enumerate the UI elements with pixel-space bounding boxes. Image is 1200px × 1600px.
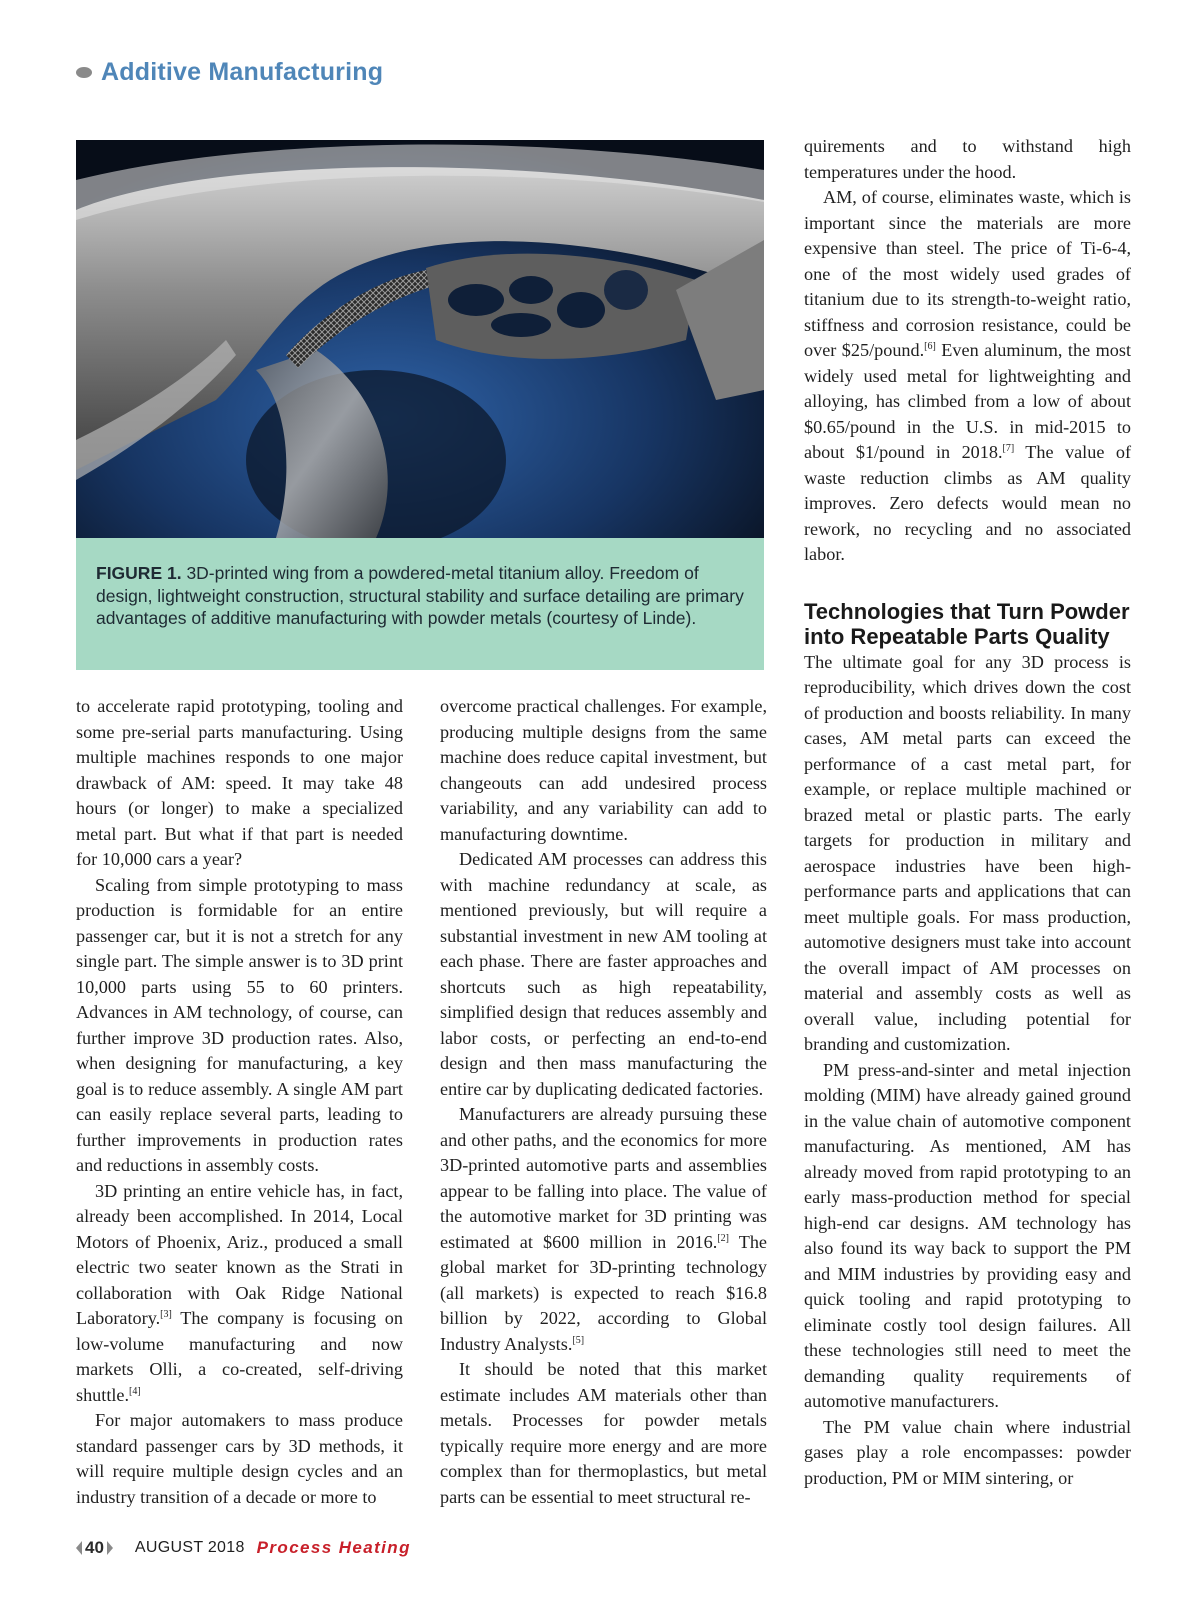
reference-marker: [4] [129, 1385, 141, 1397]
section-title: Additive Manufacturing [101, 58, 384, 86]
paragraph: For major automakers to mass produce standard passenger cars by 3D methods, it will require multiple design cycles and an industry transition of a decade or more to [76, 1410, 403, 1507]
paragraph-text: 3D printing an entire vehicle has, in fact, already been accomplished. In 2014, Local Motors of Phoenix, Ariz., produced a small electric two seater known as the Strati in collaboration with Oak Ridge National Laboratory. [76, 1180, 403, 1328]
paragraph [76, 1179, 403, 1409]
figure-caption-text: 3D-printed wing from a powdered-metal titanium alloy. Freedom of design, lightweight construction, structural stability and surface detailing are primary advantages of additive manufacturing with powder metals (courtesy of Linde). [96, 563, 744, 628]
paragraph-text: The global market for 3D-printing technology (all markets) is expected to reach $16.8 billion by 2022, according to Global Industry Analysts. [440, 1231, 767, 1354]
paragraph: Dedicated AM processes can address this with machine redundancy at scale, as mentioned previously, but will require a substantial investment in new AM tooling at each phase. There are faster approaches and shortcuts such as high repeatability, simplified design that reduces assembly and labor costs, or perfecting an end-to-end design and then mass manufacturing the entire car by duplicating dedicated factories. [440, 849, 767, 1099]
paragraph: to accelerate rapid prototyping, tooling and some pre-serial parts manufacturing. Using multiple machines responds to one major drawback of AM: speed. It may take 48 hours (or longer) to make a specialized metal part. But what if that part is needed for 10,000 cars a year? [76, 696, 403, 869]
titanium-wing-illustration [76, 140, 764, 538]
bullet-icon [76, 67, 92, 78]
article-column-3 [804, 134, 1131, 1491]
reference-marker: [3] [160, 1308, 172, 1320]
figure-caption-label: FIGURE 1. [96, 563, 182, 583]
article-column-2 [440, 694, 767, 1510]
paragraph: overcome practical challenges. For example, producing multiple designs from the same machine does reduce capital investment, but changeouts can add undesired process variability, and any variability can add to manufacturing downtime. [440, 696, 767, 844]
figure-photo [76, 140, 764, 538]
paragraph-text: Even aluminum, the most widely used metal for lightweighting and alloying, has climbed from a low of about $0.65/pound in the U.S. in mid-2015 to about $1/pound in 2018. [804, 340, 1132, 462]
reference-marker: [7] [1002, 442, 1015, 454]
paragraph-text: The company is focusing on low-volume manufacturing and now markets Olli, a co-created, self-driving shuttle. [76, 1308, 403, 1405]
paragraph-text: AM, of course, eliminates waste, which is important since the materials are more expensive than steel. The price of Ti-6-4, one of the most widely used grades of titanium due to its strength-to-weight ratio, stiffness and corrosion resistance, could be over $25/pound. [804, 187, 1131, 360]
paragraph: It should be noted that this market estimate includes AM materials other than metals. Processes for powder metals typically require more energy and are more complex than for thermoplastics, but metal parts can be essential to meet structural re- [440, 1359, 767, 1507]
subheading: Technologies that Turn Powder into Repeatable Parts Quality [804, 598, 1130, 649]
section-header [76, 58, 383, 87]
paragraph [804, 185, 1131, 568]
paragraph-text: The value of waste reduction climbs as AM quality improves. Zero defects would mean no rework, no recycling and no associated labor. [804, 442, 1131, 564]
triangle-left-icon [76, 1541, 82, 1555]
magazine-name: Process Heating [256, 1538, 411, 1557]
reference-marker: [2] [717, 1232, 729, 1244]
page-number: 40 [85, 1538, 104, 1557]
reference-marker: [6] [924, 340, 936, 352]
paragraph: Scaling from simple prototyping to mass production is formidable for an entire passenger car, but it is not a stretch for any single part. The simple answer is to 3D print 10,000 parts using 55 to 60 printers. Advances in AM technology, of course, can further improve 3D production rates. Also, when designing for manufacturing, a key goal is to reduce assembly. A single AM part can easily replace several parts, leading to further improvements in production rates and reductions in assembly costs. [76, 874, 403, 1175]
paragraph: PM press-and-sinter and metal injection molding (MIM) have already gained ground in the value chain of automotive component manufacturing. As mentioned, AM has already moved from rapid prototyping to an early mass-production method for special high-end car designs. AM technology has also found its way back to support the PM and MIM industries by providing easy and quick tooling and rapid prototyping to eliminate costly tool design failures. All these technologies still need to meet the demanding quality requirements of automotive manufacturers. [804, 1059, 1131, 1411]
issue-date: AUGUST 2018 [134, 1539, 245, 1556]
article-column-1 [76, 694, 403, 1510]
figure-caption [76, 538, 764, 670]
reference-marker: [5] [572, 1334, 585, 1346]
paragraph-text: Manufacturers are already pursuing these and other paths, and the economics for more 3D-printed automotive parts and assemblies appear to be falling into place. The value of the automotive market for 3D printing was estimated at $600 million in 2016. [440, 1104, 767, 1252]
triangle-right-icon [107, 1541, 113, 1555]
paragraph: quirements and to withstand high temperatures under the hood. [804, 136, 1131, 182]
paragraph: The ultimate goal for any 3D process is reproducibility, which drives down the cost of production and boosts reliability. In many cases, AM metal parts can exceed the performance of a cast metal part, for example, or replace multiple machined or brazed metal or plastic parts. The early targets for production in military and aerospace industries have been high-performance parts and applications that can meet multiple goals. For mass production, automotive designers must take into account the overall impact of AM processes on material and assembly costs as well as overall value, including potential for branding and customization. [804, 651, 1131, 1054]
paragraph: The PM value chain where industrial gases play a role encompasses: powder production, PM or MIM sintering, or [804, 1416, 1131, 1488]
page-footer [76, 1538, 411, 1558]
paragraph [440, 1102, 767, 1357]
figure-1 [76, 140, 764, 670]
